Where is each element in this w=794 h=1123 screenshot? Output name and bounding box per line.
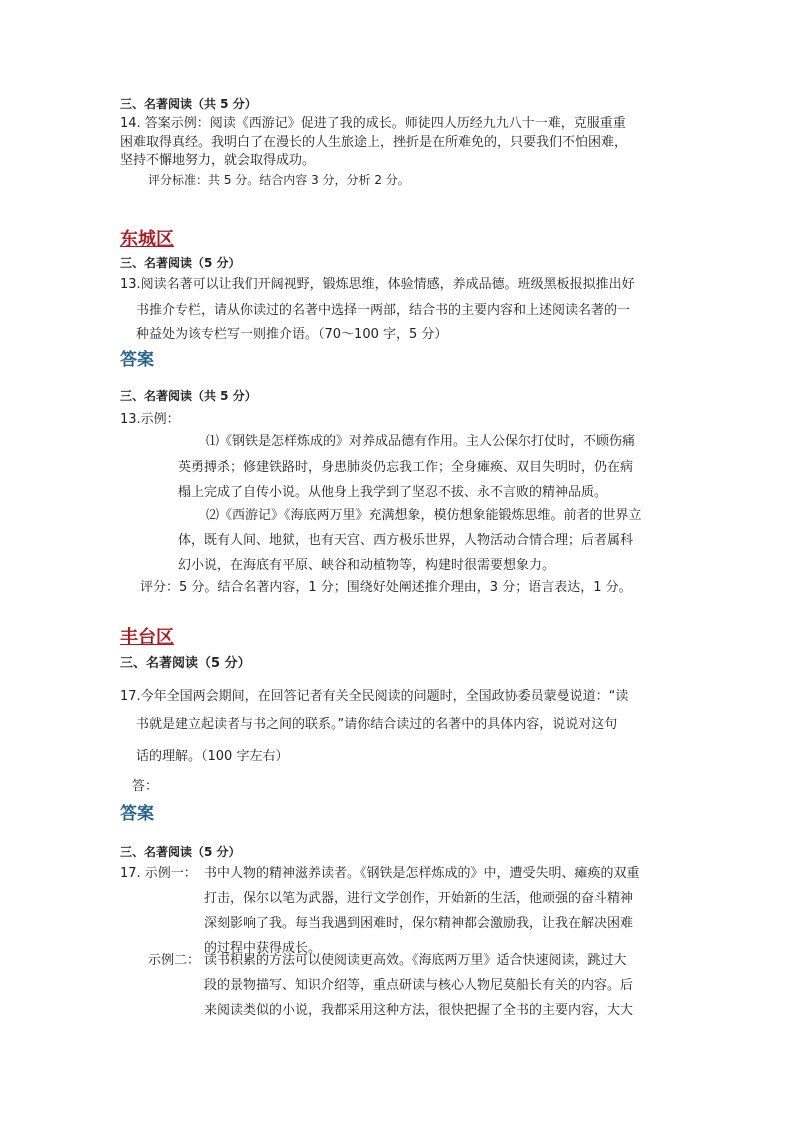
question-line: 种益处为该专栏写一则推介语。（70～100 字，5 分） xyxy=(136,327,448,342)
section-heading: 三、名著阅读（5 分） xyxy=(120,256,241,270)
example-line: 段的景物描写、知识介绍等，重点研读与核心人物尼莫船长有关的内容。后 xyxy=(204,978,634,993)
section-heading: 三、名著阅读（共 5 分） xyxy=(120,97,257,111)
scoring-note: 评分标准：共 5 分。结合内容 3 分，分析 2 分。 xyxy=(148,173,410,187)
answer-line: 坚持不懈地努力，就会取得成功。 xyxy=(120,153,316,168)
answer-title: 答案 xyxy=(120,804,154,824)
region-title-fengtai: 丰台区 xyxy=(120,627,174,648)
example-line: 榻上完成了自传小说。从他身上我学到了坚忍不拔、永不言败的精神品质。 xyxy=(178,485,608,500)
answer-prompt: 答： xyxy=(132,779,159,794)
answer-line: 困难取得真经。我明白了在漫长的人生旅途上，挫折是在所难免的，只要我们不怕困难， xyxy=(120,135,628,150)
example-line: 来阅读类似的小说，我都采用这种方法，很快把握了全书的主要内容，大大 xyxy=(204,1003,634,1018)
example-line: 的过程中获得成长。 xyxy=(204,941,322,956)
question-line: 书就是建立起读者与书之间的联系。”请你结合读过的名著中的具体内容，说说对这句 xyxy=(136,717,618,732)
region-title-dongcheng: 东城区 xyxy=(120,229,174,250)
example-line: ⑴《钢铁是怎样炼成的》对养成品德有作用。主人公保尔打仗时，不顾伤痛 xyxy=(206,434,636,449)
example-line: 读书积累的方法可以使阅读更高效。《海底两万里》适合快速阅读，跳过大 xyxy=(204,953,627,968)
example-line: 打击，保尔以笔为武器，进行文学创作，开始新的生活，他顽强的奋斗精神 xyxy=(204,891,634,906)
example-label: 17. 示例一： xyxy=(120,866,197,881)
answer-heading: 三、名著阅读（5 分） xyxy=(120,845,241,859)
answer-line: 14. 答案示例：阅读《西游记》促进了我的成长。师徒四人历经九九八十一难，克服重重 xyxy=(120,116,626,131)
question-line: 17.今年全国两会期间，在回答记者有关全民阅读的问题时，全国政协委员蒙曼说道：“读 xyxy=(120,689,629,704)
example-label: 13.示例： xyxy=(120,412,180,427)
question-line: 话的理解。（100 字左右） xyxy=(136,749,289,764)
scoring-note: 评分：5 分。结合名著内容，1 分；围绕好处阐述推介理由，3 分；语言表达，1 分。 xyxy=(140,580,632,595)
section-heading: 三、名著阅读（5 分） xyxy=(120,656,251,671)
answer-heading: 三、名著阅读（共 5 分） xyxy=(120,389,257,403)
example-line: 体，既有人间、地狱，也有天宫、西方极乐世界，人物活动合情合理；后者属科 xyxy=(178,533,634,548)
example-label: 示例二： xyxy=(148,953,201,968)
example-line: 英勇搏杀；修建铁路时，身患肺炎仍忘我工作；全身瘫痪、双目失明时，仍在病 xyxy=(178,460,634,475)
question-line: 13.阅读名著可以让我们开阔视野，锻炼思维，体验情感，养成品德。班级黑板报拟推出好 xyxy=(120,277,635,292)
example-line: 书中人物的精神滋养读者。《钢铁是怎样炼成的》中，遭受失明、瘫痪的双重 xyxy=(204,866,640,881)
answer-title: 答案 xyxy=(120,350,154,370)
example-line: 深刻影响了我。每当我遇到困难时，保尔精神都会激励我，让我在解决困难 xyxy=(204,916,634,931)
question-line: 书推介专栏，请从你读过的名著中选择一两部，结合书的主要内容和上述阅读名著的一 xyxy=(136,303,631,318)
example-line: 幻小说，在海底有平原、峡谷和动植物等，构建时很需要想象力。 xyxy=(178,558,556,573)
example-line: ⑵《西游记》《海底两万里》充满想象，模仿想象能锻炼思维。前者的世界立 xyxy=(206,508,642,523)
